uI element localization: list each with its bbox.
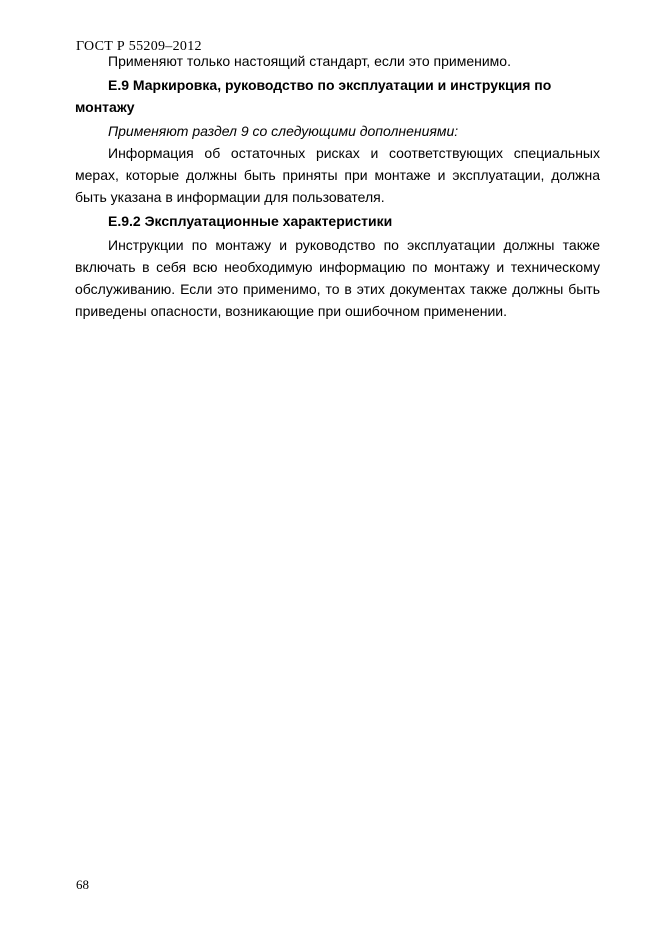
heading-e92-operational-characteristics: Е.9.2 Эксплуатационные характеристики: [108, 213, 393, 229]
heading-e9-marking: Е.9 Маркировка, руководство по эксплуатации и инструкция по монтажу: [75, 77, 552, 115]
paragraph-intro: Применяют только настоящий стандарт, если это применимо.: [108, 53, 511, 69]
page-number: 68: [76, 877, 89, 892]
document-body: [75, 50, 600, 322]
paragraph-residual-risks: Информация об остаточных рисках и соответствующих специальных мерах, которые должны быть приняты при монтаже и эксплуатации, должна быть указана в информации для пользователя.: [75, 145, 600, 205]
paragraph-installation-instructions: Инструкции по монтажу и руководство по эксплуатации должны также включать в себя всю необходимую информацию по монтажу и техническому обслуживанию. Если это применимо, то в этих документах также должны быть приведены опасности, возникающие при ошибочном применении.: [75, 237, 600, 319]
document-standard-number: ГОСТ Р 55209–2012: [76, 39, 202, 54]
paragraph-italic-note: Применяют раздел 9 со следующими дополнениями:: [108, 123, 459, 139]
